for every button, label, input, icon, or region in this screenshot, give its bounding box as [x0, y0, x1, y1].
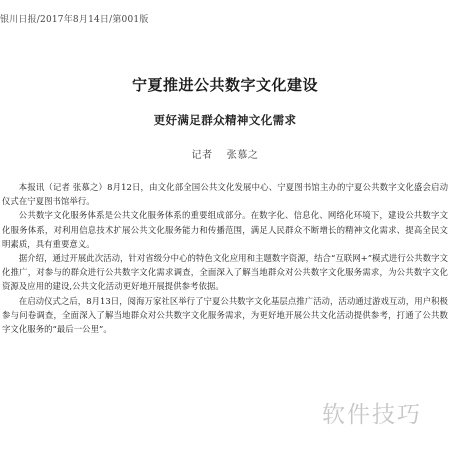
headline: 宁夏推进公共数字文化建设 — [131, 76, 318, 94]
byline-name: 张慕之 — [226, 150, 259, 161]
byline-role: 记者 — [191, 150, 213, 161]
byline — [0, 146, 450, 161]
paragraph-lead: 本报讯（记者 张慕之）8月12日，由文化部全国公共文化发展中心、宁夏图书馆主办的宁夏公共数字文化盛会启动仪式在宁夏图书馆举行。 — [2, 182, 448, 207]
source-line: 银川日报/2017年8月14日/第001版 — [0, 15, 149, 25]
article-body — [2, 180, 448, 336]
paragraph-significance: 公共数字文化服务体系是公共文化服务体系的重要组成部分。在数字化、信息化、网络化环境下，建设公共数字文化服务体系，对利用信息技术扩展公共文化服务能力和传播范围，满足人民群众不断增长的精神文化需求、提高全民文明素质，具有重要意义。 — [2, 210, 448, 249]
paragraph-activity: 据介绍，通过开展此次活动，针对省级分中心的特色文化应用和主题数字资源，结合“互联网+”模式进行公共数字文化推广，对参与的群众进行公共数字文化需求调查，全面深入了解当地群众对公共数字文化服务需求，为公共数字文化资源及应用的建设,公共文化活动更好地开展提供参考依据。 — [2, 253, 448, 292]
paragraph-community-event: 在启动仪式之后，8月13日，阅海万家社区举行了宁夏公共数字文化基层点推广活动，活动通过游戏互动，用户积极参与问卷调查，全面深入了解当地群众对公共数字文化服务需求，为更好地开展公共文化活动提供参考，打通了公共数字文化服务的“最后一公里”。 — [2, 295, 448, 335]
watermark: 软件技巧 — [322, 402, 422, 428]
subheadline: 更好满足群众精神文化需求 — [153, 113, 297, 127]
